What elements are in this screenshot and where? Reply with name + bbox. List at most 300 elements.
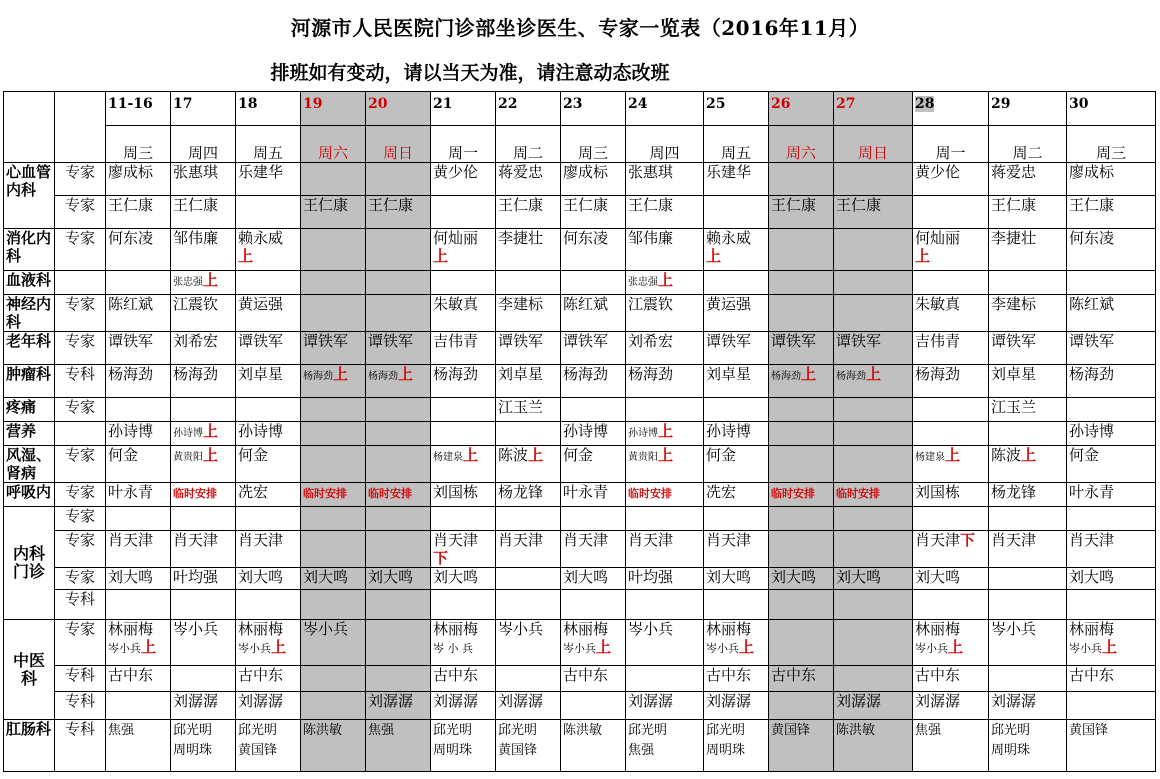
doctor-name: 林丽梅 <box>433 620 479 638</box>
doctor-cell <box>1067 446 1156 483</box>
doctor-cell <box>704 295 769 332</box>
doctor-name: 何灿丽 <box>915 229 961 247</box>
doctor-cell <box>366 365 431 398</box>
schedule-row <box>4 666 1156 692</box>
doctor-cell <box>769 398 834 422</box>
doctor-cell <box>366 332 431 365</box>
header-blank <box>4 92 55 163</box>
doctor-cell <box>431 365 496 398</box>
doctor-name: 王仁康 <box>991 196 1037 214</box>
schedule-row <box>4 446 1156 483</box>
doctor-cell <box>366 720 431 772</box>
doctor-cell <box>989 163 1067 196</box>
doctor-cell <box>431 568 496 590</box>
doctor-cell <box>1067 666 1156 692</box>
doctor-cell <box>171 507 236 531</box>
doctor-cell <box>431 196 496 229</box>
date-label: 20 <box>368 96 388 112</box>
doctor-cell <box>236 692 301 720</box>
doctor-name: 朱敏真 <box>915 295 961 313</box>
shift-mark: 上 <box>398 365 414 383</box>
doctor-cell <box>496 720 561 772</box>
doctor-name: 杨建泉 <box>915 452 945 463</box>
doctor-name: 焦强 <box>915 723 942 738</box>
doctor-cell <box>989 365 1067 398</box>
type-label: 专家 <box>64 196 95 214</box>
date-label: 17 <box>173 96 193 112</box>
doctor-name: 谭铁军 <box>563 332 609 350</box>
type-cell <box>55 229 106 271</box>
doctor-name: 林丽梅 <box>238 620 284 638</box>
dept-cell <box>4 229 55 271</box>
dept-label: 内科门诊 <box>12 544 45 581</box>
doctor-cell <box>989 332 1067 365</box>
doctor-cell <box>171 163 236 196</box>
doctor-cell <box>366 620 431 666</box>
doctor-name-2: 岑小兵 <box>108 642 141 655</box>
doctor-cell <box>626 590 704 620</box>
date-cell <box>301 92 366 126</box>
schedule-table <box>3 91 1156 772</box>
date-label: 11-16 <box>108 96 153 112</box>
weekday-cell <box>301 126 366 163</box>
doctor-name-2: 周明珠 <box>991 743 1031 758</box>
doctor-cell <box>561 692 626 720</box>
weekday-cell <box>989 126 1067 163</box>
doctor-name: 肖天津 <box>238 531 284 549</box>
doctor-cell <box>366 483 431 507</box>
doctor-name: 王仁康 <box>108 196 154 214</box>
doctor-cell <box>301 365 366 398</box>
weekday-label: 周二 <box>512 144 543 162</box>
doctor-name: 肖天津 <box>433 531 479 549</box>
doctor-cell <box>171 590 236 620</box>
type-cell <box>55 332 106 365</box>
type-cell <box>55 365 106 398</box>
doctor-cell <box>496 295 561 332</box>
doctor-cell <box>561 229 626 271</box>
doctor-name: 孙诗博 <box>173 428 203 439</box>
doctor-name: 肖天津 <box>706 531 752 549</box>
doctor-cell <box>301 666 366 692</box>
date-row <box>4 92 1156 126</box>
doctor-name: 刘大鸣 <box>563 568 609 586</box>
doctor-cell <box>769 229 834 271</box>
doctor-name: 刘大鸣 <box>1069 568 1115 586</box>
doctor-name: 李捷壮 <box>498 229 544 247</box>
shift-mark: 上 <box>203 422 219 440</box>
doctor-cell <box>834 196 913 229</box>
doctor-cell <box>366 446 431 483</box>
doctor-name: 叶永青 <box>563 483 609 501</box>
weekday-label: 周三 <box>1095 144 1126 162</box>
doctor-cell <box>913 422 989 446</box>
doctor-cell <box>431 620 496 666</box>
shift-mark: 上 <box>658 422 674 440</box>
doctor-name: 赖永威 <box>238 229 284 247</box>
dept-cell <box>4 295 55 332</box>
doctor-name: 孙诗博 <box>238 422 284 440</box>
doctor-name: 杨海劲 <box>433 365 479 383</box>
shift-mark: 上 <box>948 638 964 656</box>
dept-label: 肛肠科 <box>6 720 52 738</box>
date-label: 21 <box>433 96 453 112</box>
doctor-cell <box>431 483 496 507</box>
doctor-name: 何东凌 <box>563 229 609 247</box>
doctor-cell <box>913 720 989 772</box>
doctor-name: 古中东 <box>771 666 817 684</box>
doctor-cell <box>704 196 769 229</box>
doctor-name: 谭铁军 <box>238 332 284 350</box>
doctor-cell <box>561 163 626 196</box>
doctor-name: 临时安排 <box>771 487 815 500</box>
doctor-cell <box>366 271 431 295</box>
type-label: 专家 <box>64 332 95 350</box>
doctor-name: 刘潺潺 <box>433 692 479 710</box>
doctor-cell <box>769 271 834 295</box>
doctor-cell <box>236 422 301 446</box>
doctor-name: 岑小兵 <box>173 620 219 638</box>
doctor-name: 临时安排 <box>368 487 412 500</box>
doctor-name: 刘潺潺 <box>991 692 1037 710</box>
schedule-row <box>4 720 1156 772</box>
doctor-cell <box>704 620 769 666</box>
doctor-name-2: 周明珠 <box>706 743 746 758</box>
doctor-name: 古中东 <box>1069 666 1115 684</box>
doctor-cell <box>171 229 236 271</box>
doctor-name: 刘潺潺 <box>836 692 882 710</box>
doctor-cell <box>171 531 236 568</box>
dept-cell <box>4 398 55 422</box>
date-label: 27 <box>836 96 856 112</box>
doctor-name: 黄少伦 <box>915 163 961 181</box>
doctor-cell <box>431 666 496 692</box>
shift-mark: 上 <box>1102 638 1118 656</box>
doctor-cell <box>913 196 989 229</box>
doctor-cell <box>1067 590 1156 620</box>
doctor-name: 何东凌 <box>108 229 154 247</box>
doctor-cell <box>431 271 496 295</box>
weekday-label: 周四 <box>649 144 680 162</box>
doctor-cell <box>913 620 989 666</box>
doctor-name: 王仁康 <box>771 196 817 214</box>
doctor-cell <box>561 398 626 422</box>
doctor-cell <box>704 446 769 483</box>
doctor-cell <box>989 666 1067 692</box>
doctor-cell <box>769 507 834 531</box>
doctor-cell <box>989 446 1067 483</box>
doctor-cell <box>704 271 769 295</box>
doctor-cell <box>769 196 834 229</box>
weekday-cell <box>1067 126 1156 163</box>
doctor-name: 黄国锋 <box>1069 723 1109 738</box>
doctor-cell <box>106 507 171 531</box>
doctor-cell <box>496 507 561 531</box>
doctor-cell <box>431 590 496 620</box>
doctor-name: 临时安排 <box>836 487 880 500</box>
doctor-cell <box>366 590 431 620</box>
weekday-label: 周三 <box>122 144 153 162</box>
doctor-cell <box>106 483 171 507</box>
schedule-row <box>4 483 1156 507</box>
doctor-name: 乐建华 <box>706 163 752 181</box>
doctor-cell <box>769 295 834 332</box>
date-cell <box>989 92 1067 126</box>
weekday-label: 周日 <box>382 144 413 162</box>
schedule-row <box>4 365 1156 398</box>
shift-mark: 上 <box>203 446 219 464</box>
doctor-name: 刘卓星 <box>238 365 284 383</box>
doctor-cell <box>626 229 704 271</box>
doctor-cell <box>704 365 769 398</box>
doctor-cell <box>626 620 704 666</box>
type-label: 专家 <box>64 531 95 549</box>
schedule-row <box>4 398 1156 422</box>
doctor-cell <box>989 295 1067 332</box>
doctor-cell <box>171 196 236 229</box>
doctor-name-2: 焦强 <box>628 743 655 758</box>
date-cell <box>769 92 834 126</box>
doctor-cell <box>626 720 704 772</box>
doctor-cell <box>496 196 561 229</box>
doctor-cell <box>496 229 561 271</box>
shift-mark: 上 <box>915 247 931 265</box>
dept-cell <box>4 446 55 483</box>
doctor-name: 刘大鸣 <box>706 568 752 586</box>
doctor-cell <box>431 332 496 365</box>
doctor-name: 陈波 <box>991 446 1022 464</box>
doctor-name: 黄国锋 <box>771 723 811 738</box>
doctor-cell <box>106 196 171 229</box>
doctor-cell <box>366 692 431 720</box>
dept-cell <box>4 271 55 295</box>
doctor-name: 肖天津 <box>1069 531 1115 549</box>
type-label: 专家 <box>64 295 95 313</box>
doctor-name: 杨海劲 <box>915 365 961 383</box>
doctor-name: 王仁康 <box>563 196 609 214</box>
doctor-cell <box>106 398 171 422</box>
doctor-cell <box>301 507 366 531</box>
doctor-name: 刘大鸣 <box>108 568 154 586</box>
doctor-cell <box>561 568 626 590</box>
doctor-cell <box>561 666 626 692</box>
doctor-name: 吉伟青 <box>915 332 961 350</box>
doctor-cell <box>561 295 626 332</box>
doctor-cell <box>769 365 834 398</box>
doctor-name: 古中东 <box>238 666 284 684</box>
doctor-name-2: 岑小兵 <box>1069 642 1102 655</box>
doctor-name: 林丽梅 <box>108 620 154 638</box>
doctor-name: 叶均强 <box>173 568 219 586</box>
doctor-name: 谭铁军 <box>771 332 817 350</box>
weekday-cell <box>704 126 769 163</box>
doctor-name: 孙诗博 <box>706 422 752 440</box>
doctor-name: 刘国栋 <box>433 483 479 501</box>
doctor-name: 杨海劲 <box>771 371 801 382</box>
doctor-name: 江玉兰 <box>991 398 1037 416</box>
doctor-cell <box>561 422 626 446</box>
doctor-name: 刘大鸣 <box>433 568 479 586</box>
doctor-cell <box>769 446 834 483</box>
date-label: 22 <box>498 96 518 112</box>
doctor-name: 杨海劲 <box>1069 365 1115 383</box>
doctor-cell <box>106 229 171 271</box>
doctor-name: 谭铁军 <box>108 332 154 350</box>
doctor-cell <box>496 483 561 507</box>
doctor-cell <box>704 507 769 531</box>
date-cell <box>626 92 704 126</box>
doctor-cell <box>496 446 561 483</box>
date-cell <box>236 92 301 126</box>
type-label: 专家 <box>64 620 95 638</box>
doctor-cell <box>301 422 366 446</box>
doctor-name: 焦强 <box>108 723 135 738</box>
doctor-name: 刘大鸣 <box>303 568 349 586</box>
doctor-cell <box>236 568 301 590</box>
doctor-cell <box>366 163 431 196</box>
dept-label: 心血管内科 <box>6 163 52 199</box>
type-cell <box>55 666 106 692</box>
doctor-name: 陈红斌 <box>1069 295 1115 313</box>
doctor-name: 陈洪敏 <box>836 723 876 738</box>
weekday-cell <box>834 126 913 163</box>
doctor-cell <box>366 666 431 692</box>
doctor-cell <box>236 446 301 483</box>
type-label: 专家 <box>64 446 95 464</box>
doctor-cell <box>913 398 989 422</box>
doctor-name: 邱光明 <box>238 723 278 738</box>
doctor-name: 李捷壮 <box>991 229 1037 247</box>
shift-mark: 上 <box>706 247 722 265</box>
doctor-name: 肖天津 <box>108 531 154 549</box>
doctor-cell <box>626 163 704 196</box>
doctor-cell <box>171 295 236 332</box>
shift-mark: 上 <box>866 365 882 383</box>
doctor-cell <box>704 666 769 692</box>
doctor-cell <box>834 271 913 295</box>
shift-mark: 上 <box>203 271 219 289</box>
weekday-row <box>4 126 1156 163</box>
weekday-cell <box>913 126 989 163</box>
doctor-cell <box>769 531 834 568</box>
type-cell <box>55 483 106 507</box>
doctor-name: 古中东 <box>706 666 752 684</box>
doctor-cell <box>1067 398 1156 422</box>
doctor-cell <box>704 720 769 772</box>
doctor-cell <box>106 692 171 720</box>
shift-mark: 上 <box>596 638 612 656</box>
doctor-cell <box>913 295 989 332</box>
doctor-cell <box>236 398 301 422</box>
doctor-cell <box>834 507 913 531</box>
doctor-name: 李建标 <box>498 295 544 313</box>
schedule-row <box>4 531 1156 568</box>
doctor-name: 杨海劲 <box>628 365 674 383</box>
doctor-cell <box>834 692 913 720</box>
doctor-cell <box>366 229 431 271</box>
doctor-name: 张惠琪 <box>628 163 674 181</box>
doctor-name: 刘潺潺 <box>238 692 284 710</box>
type-cell <box>55 271 106 295</box>
doctor-name: 杨海劲 <box>563 365 609 383</box>
doctor-cell <box>171 620 236 666</box>
doctor-name: 冼宏 <box>706 483 737 501</box>
doctor-name: 黄运强 <box>706 295 752 313</box>
doctor-name: 邹伟廉 <box>628 229 674 247</box>
doctor-name: 孙诗博 <box>1069 422 1115 440</box>
doctor-cell <box>496 422 561 446</box>
date-cell <box>834 92 913 126</box>
doctor-cell <box>704 483 769 507</box>
doctor-name: 陈洪敏 <box>563 723 603 738</box>
doctor-cell <box>366 422 431 446</box>
doctor-cell <box>496 531 561 568</box>
doctor-name: 蒋爱忠 <box>991 163 1037 181</box>
dept-cell <box>4 163 55 229</box>
doctor-cell <box>301 620 366 666</box>
doctor-cell <box>626 483 704 507</box>
doctor-cell <box>171 422 236 446</box>
doctor-name: 邱光明 <box>628 723 668 738</box>
doctor-name: 古中东 <box>915 666 961 684</box>
doctor-name: 何金 <box>108 446 139 464</box>
dept-label: 消化内科 <box>6 229 52 265</box>
doctor-cell <box>171 568 236 590</box>
doctor-name: 谭铁军 <box>498 332 544 350</box>
doctor-cell <box>561 720 626 772</box>
doctor-cell <box>626 507 704 531</box>
dept-cell <box>4 422 55 446</box>
doctor-cell <box>1067 422 1156 446</box>
shift-mark: 上 <box>945 446 961 464</box>
doctor-cell <box>366 531 431 568</box>
doctor-cell <box>366 196 431 229</box>
doctor-cell <box>496 163 561 196</box>
doctor-cell <box>1067 568 1156 590</box>
doctor-cell <box>106 163 171 196</box>
doctor-cell <box>496 271 561 295</box>
doctor-cell <box>236 196 301 229</box>
doctor-name: 临时安排 <box>303 487 347 500</box>
doctor-name: 古中东 <box>563 666 609 684</box>
doctor-cell <box>366 568 431 590</box>
shift-mark: 下 <box>960 531 976 549</box>
doctor-cell <box>301 590 366 620</box>
doctor-name-2: 岑小兵 <box>706 642 739 655</box>
doctor-name: 吉伟青 <box>433 332 479 350</box>
doctor-name: 肖天津 <box>628 531 674 549</box>
doctor-name: 谭铁军 <box>991 332 1037 350</box>
doctor-cell <box>496 590 561 620</box>
shift-mark: 上 <box>271 638 287 656</box>
doctor-cell <box>989 568 1067 590</box>
shift-mark: 上 <box>658 446 674 464</box>
doctor-cell <box>1067 271 1156 295</box>
doctor-name: 林丽梅 <box>563 620 609 638</box>
doctor-name: 张忠强 <box>628 277 658 288</box>
doctor-name: 肖天津 <box>991 531 1037 549</box>
doctor-cell <box>301 229 366 271</box>
doctor-cell <box>236 620 301 666</box>
doctor-name-2: 周明珠 <box>433 743 473 758</box>
doctor-cell <box>626 531 704 568</box>
doctor-cell <box>989 196 1067 229</box>
doctor-name: 古中东 <box>108 666 154 684</box>
doctor-cell <box>834 590 913 620</box>
doctor-name: 黄少伦 <box>433 163 479 181</box>
schedule-row <box>4 507 1156 531</box>
date-label: 29 <box>991 96 1011 112</box>
